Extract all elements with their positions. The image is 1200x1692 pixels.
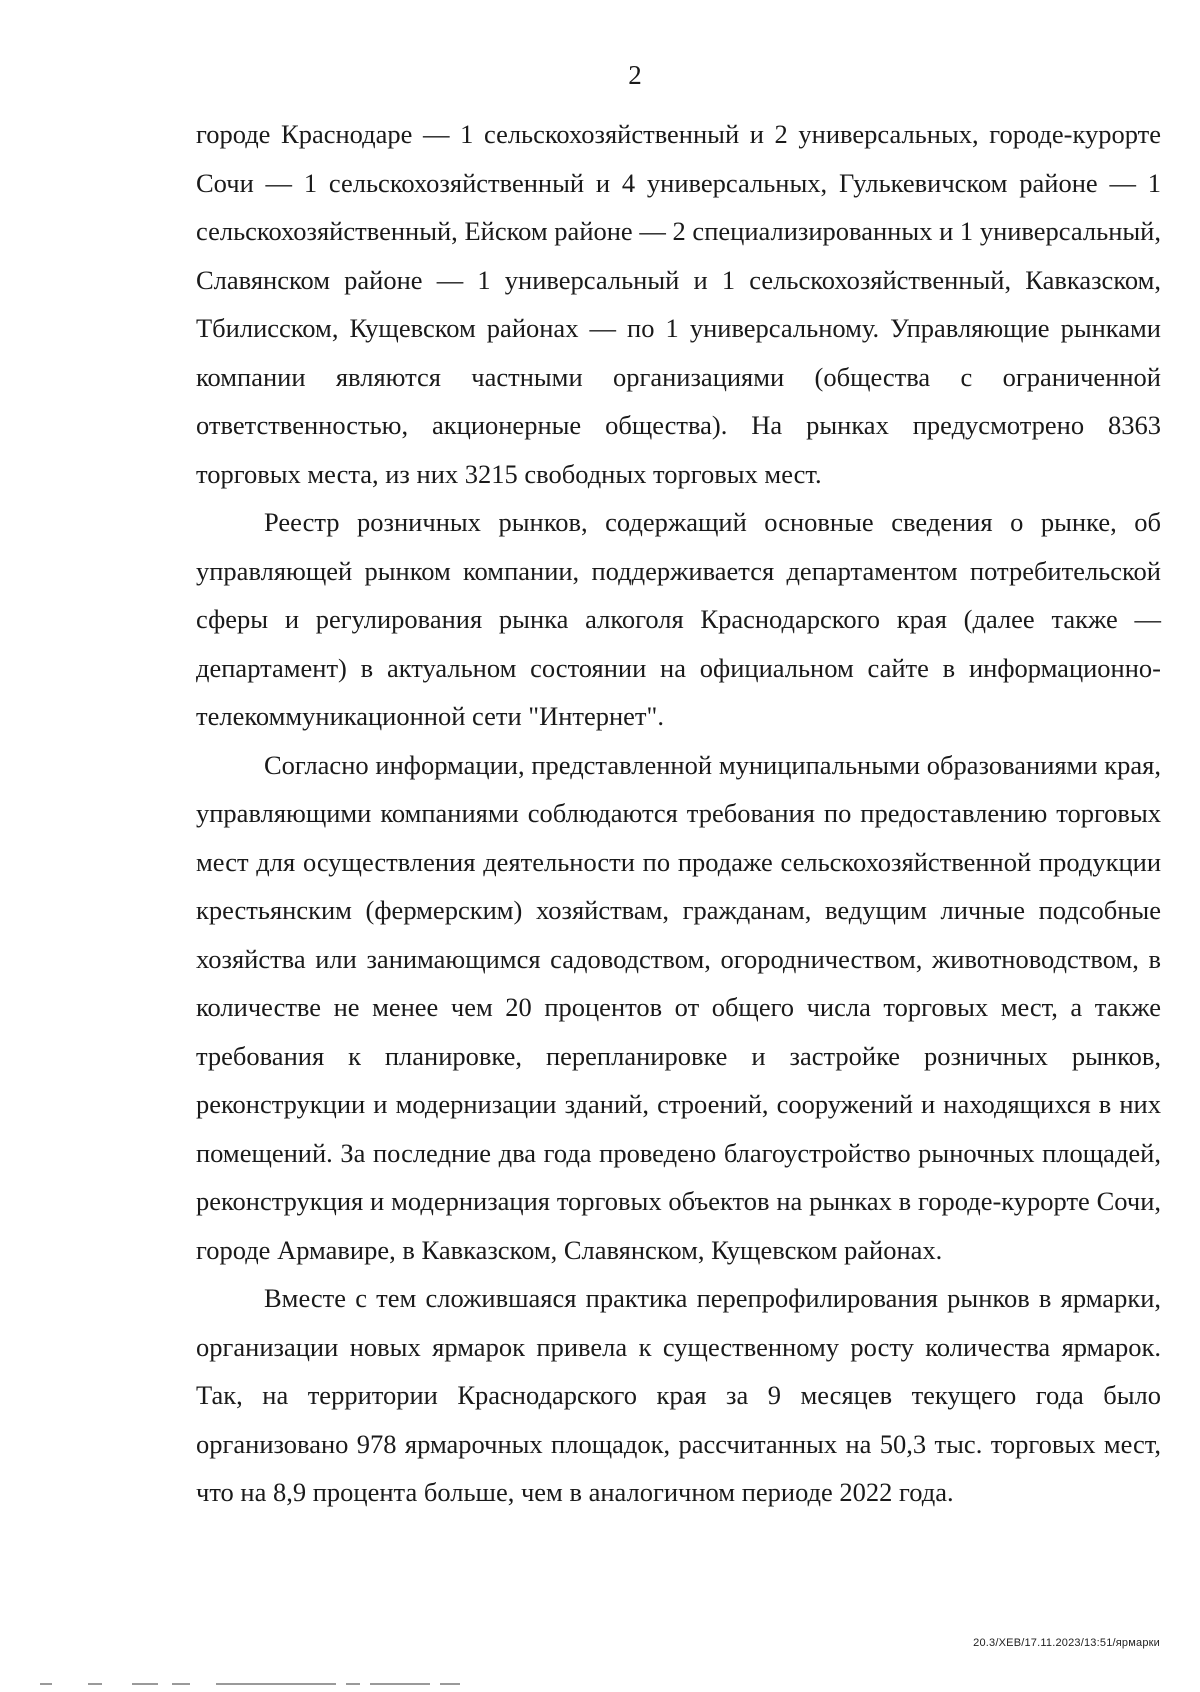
document-footer-code: 20.3/ХЕВ/17.11.2023/13:51/ярмарки — [973, 1637, 1160, 1649]
paragraph-market-registry: Реестр розничных рынков, содержащий основные сведения о рынке, об управляющей рынком компании, поддерживается департаментом потребительской сферы и регулирования рынка алкоголя Краснодарского края (далее также — департамент) в актуальном состоянии на официальном сайте в информационно-телекоммуникационной сети "Интернет". — [196, 507, 1161, 731]
scan-edge-marks — [40, 1683, 520, 1687]
document-body — [196, 110, 1161, 1517]
paragraph-fairs-growth: Вместе с тем сложившаяся практика перепрофилирования рынков в ярмарки, организации новых ярмарок привела к существенному росту количества ярмарок. Так, на территории Краснодарского края за 9 месяцев текущего года было организовано 978 ярмарочных площадок, рассчитанных на 50,3 тыс. торговых мест, что на 8,9 процента больше, чем в аналогичном периоде 2022 года. — [196, 1283, 1161, 1507]
page-number: 2 — [628, 60, 642, 90]
paragraph-markets-list: городе Краснодаре — 1 сельскохозяйственный и 2 универсальных, городе-курорте Сочи — 1 сельскохозяйственный и 4 универсальных, Гулькевичском районе — 1 сельскохозяйственный, Ейском районе — 2 специализированных и 1 универсальный, Славянском районе — 1 универсальный и 1 сельскохозяйственный, Кавказском, Тбилисском, Кущевском районах — по 1 универсальному. Управляющие рынками компании являются частными организациями (общества с ограниченной ответственностью, акционерные общества). На рынках предусмотрено 8363 торговых места, из них 3215 свободных торговых мест. — [196, 119, 1161, 489]
paragraph-trading-places-requirements: Согласно информации, представленной муниципальными образованиями края, управляющими компаниями соблюдаются требования по предоставлению торговых мест для осуществления деятельности по продаже сельскохозяйственной продукции крестьянским (фермерским) хозяйствам, гражданам, ведущим личные подсобные хозяйства или занимающимся садоводством, огородничеством, животноводством, в количестве не менее чем 20 процентов от общего числа торговых мест, а также требования к планировке, перепланировке и застройке розничных рынков, реконструкции и модернизации зданий, строений, сооружений и находящихся в них помещений. За последние два года проведено благоустройство рыночных площадей, реконструкция и модернизация торговых объектов на рынках в городе-курорте Сочи, городе Армавире, в Кавказском, Славянском, Кущевском районах. — [196, 749, 1161, 1265]
